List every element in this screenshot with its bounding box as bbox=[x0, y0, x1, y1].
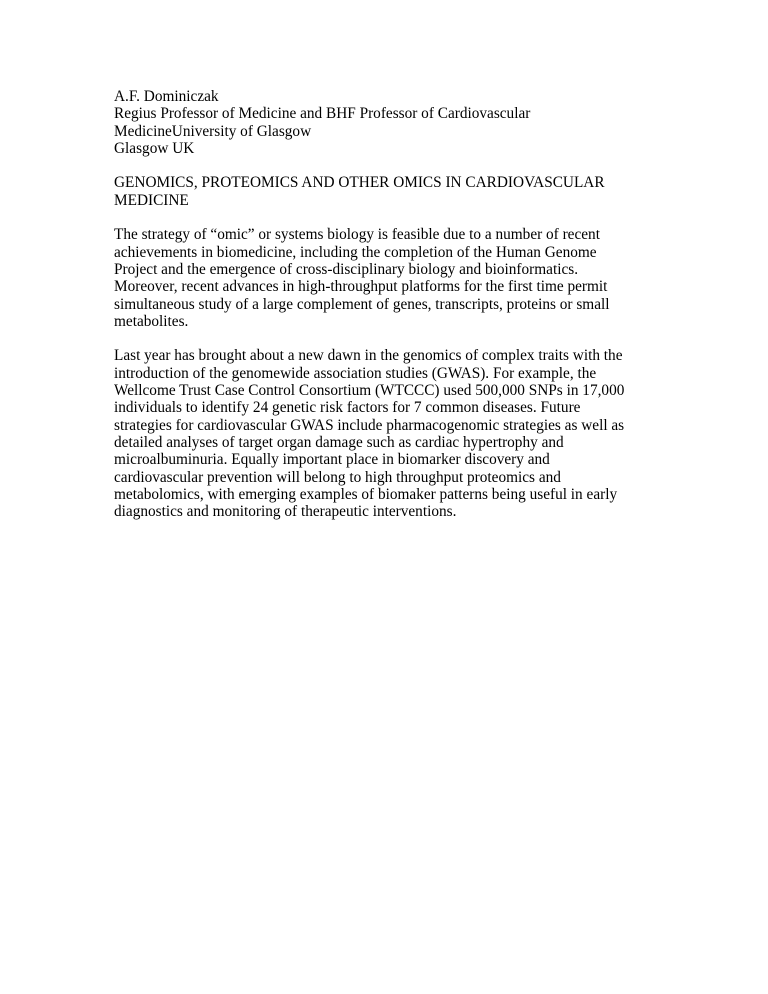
author-block bbox=[114, 88, 674, 157]
paragraph-line: Last year has brought about a new dawn in the genomics of complex traits with the bbox=[114, 347, 623, 365]
heading-line: MEDICINE bbox=[114, 191, 189, 209]
paragraph-line: cardiovascular prevention will belong to high throughput proteomics and bbox=[114, 468, 561, 486]
paragraph-line: The strategy of “omic” or systems biology is feasible due to a number of recent bbox=[114, 226, 600, 244]
document-heading bbox=[114, 174, 674, 209]
paragraph-line: Moreover, recent advances in high-throughput platforms for the first time permit bbox=[114, 278, 608, 296]
paragraph-line: microalbuminuria. Equally important place in biomarker discovery and bbox=[114, 451, 550, 469]
paragraph-line: Project and the emergence of cross-disciplinary biology and bioinformatics. bbox=[114, 260, 579, 278]
paragraph-1 bbox=[114, 226, 674, 330]
author-title-line: Regius Professor of Medicine and BHF Professor of Cardiovascular bbox=[114, 105, 531, 123]
spacer bbox=[114, 209, 674, 226]
paragraph-line: metabolites. bbox=[114, 312, 189, 330]
author-title-line: Glasgow UK bbox=[114, 139, 195, 157]
document-body bbox=[114, 88, 674, 520]
spacer bbox=[114, 330, 674, 347]
heading-line: GENOMICS, PROTEOMICS AND OTHER OMICS IN CARDIOVASCULAR bbox=[114, 174, 605, 192]
paragraph-line: strategies for cardiovascular GWAS include pharmacogenomic strategies as well as bbox=[114, 416, 625, 434]
author-name: A.F. Dominiczak bbox=[114, 88, 219, 105]
paragraph-2 bbox=[114, 347, 674, 520]
paragraph-line: simultaneous study of a large complement of genes, transcripts, proteins or small bbox=[114, 295, 610, 313]
paragraph-line: achievements in biomedicine, including the completion of the Human Genome bbox=[114, 243, 597, 261]
paragraph-line: individuals to identify 24 genetic risk factors for 7 common diseases. Future bbox=[114, 399, 581, 417]
paragraph-line: detailed analyses of target organ damage such as cardiac hypertrophy and bbox=[114, 433, 564, 451]
author-title-line: MedicineUniversity of Glasgow bbox=[114, 122, 312, 140]
spacer bbox=[114, 157, 674, 174]
paragraph-line: Wellcome Trust Case Control Consortium (WTCCC) used 500,000 SNPs in 17,000 bbox=[114, 382, 625, 400]
paragraph-line: introduction of the genomewide association studies (GWAS). For example, the bbox=[114, 364, 597, 382]
paragraph-line: metabolomics, with emerging examples of biomaker patterns being useful in early bbox=[114, 485, 618, 503]
paragraph-line: diagnostics and monitoring of therapeutic interventions. bbox=[114, 503, 457, 521]
